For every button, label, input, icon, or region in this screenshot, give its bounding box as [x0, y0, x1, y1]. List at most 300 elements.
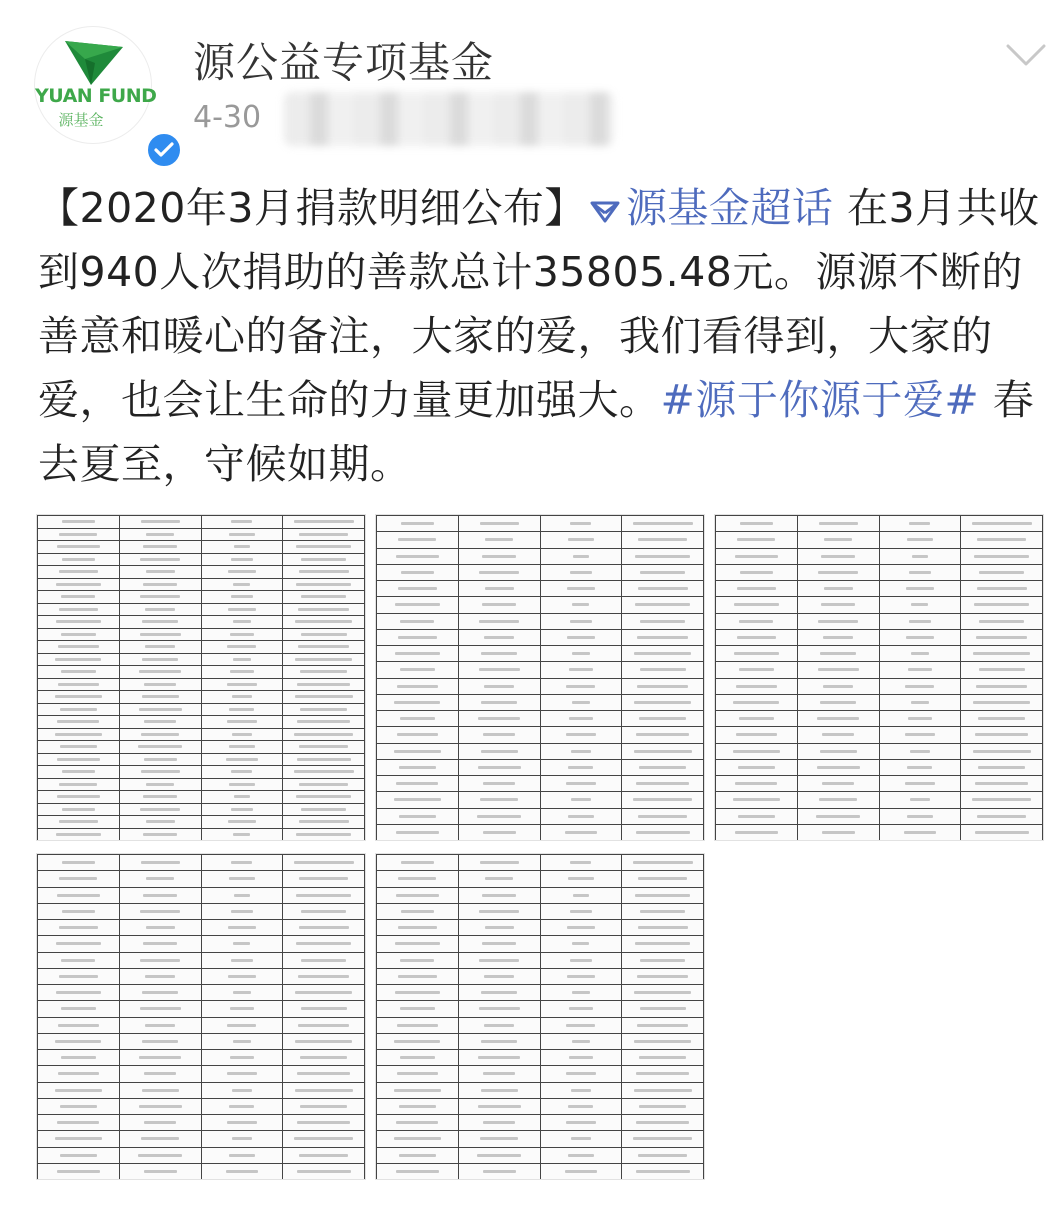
sheet-cell — [961, 532, 1043, 548]
sheet-cell — [458, 887, 540, 903]
cell-scribble — [231, 910, 253, 913]
sheet-cell — [622, 1082, 704, 1098]
sheet-cell — [540, 1131, 622, 1147]
sheet-cell — [622, 1147, 704, 1163]
cell-scribble — [978, 766, 1026, 769]
sheet-row — [38, 553, 365, 566]
sheet-cell — [377, 871, 459, 887]
cell-scribble — [637, 1024, 689, 1027]
cell-scribble — [485, 538, 513, 541]
sheet-cell — [201, 1131, 283, 1147]
sheet-cell — [283, 871, 365, 887]
sheet-cell — [119, 985, 201, 1001]
sheet-row — [377, 694, 704, 710]
sheet-cell — [622, 936, 704, 952]
cell-scribble — [144, 1121, 176, 1124]
cell-scribble — [230, 633, 253, 636]
cell-scribble — [57, 1170, 100, 1173]
sheet-row — [716, 564, 1043, 580]
cell-scribble — [60, 1105, 96, 1108]
cell-scribble — [58, 1072, 99, 1075]
cell-scribble — [227, 720, 258, 723]
sheet-cell — [377, 952, 459, 968]
sheet-cell — [716, 759, 798, 775]
cell-scribble — [633, 1137, 692, 1140]
cell-scribble — [61, 595, 95, 598]
cell-scribble — [978, 717, 1025, 720]
cell-scribble — [231, 595, 254, 598]
cell-scribble — [144, 1170, 177, 1173]
cell-scribble — [57, 545, 101, 548]
cell-scribble — [62, 558, 95, 561]
sheet-cell — [201, 603, 283, 616]
cell-scribble — [639, 717, 686, 720]
sheet-cell — [879, 581, 961, 597]
sheet-cell — [283, 603, 365, 616]
sheet-cell — [961, 678, 1043, 694]
sheet-row — [38, 1066, 365, 1082]
sheet-cell — [283, 591, 365, 604]
cell-scribble — [59, 926, 98, 929]
sheet-cell — [622, 727, 704, 743]
cell-scribble — [737, 538, 775, 541]
sheet-cell — [797, 564, 879, 580]
sheet-cell — [38, 641, 120, 654]
cell-scribble — [910, 798, 930, 801]
cell-scribble — [401, 571, 434, 574]
cell-scribble — [636, 782, 689, 785]
sheet-cell — [201, 716, 283, 729]
cell-scribble — [974, 555, 1029, 558]
sheet-row — [716, 776, 1043, 792]
sheet-cell — [377, 887, 459, 903]
cell-scribble — [59, 820, 98, 823]
sheet-cell — [716, 581, 798, 597]
sheet-row — [377, 776, 704, 792]
sheet-cell — [201, 591, 283, 604]
cell-scribble — [398, 877, 436, 880]
sheet-cell — [377, 808, 459, 824]
avatar[interactable] — [34, 26, 157, 144]
cell-scribble — [140, 910, 180, 913]
sheet-cell — [377, 920, 459, 936]
sheet-cell — [879, 662, 961, 678]
sheet-cell — [458, 646, 540, 662]
cell-scribble — [297, 1121, 350, 1124]
sheet-cell — [797, 662, 879, 678]
cell-scribble — [912, 555, 928, 558]
sheet-cell — [38, 968, 120, 984]
sheet-cell — [201, 616, 283, 629]
sheet-cell — [377, 597, 459, 613]
sheet-cell — [458, 808, 540, 824]
sheet-cell — [201, 516, 283, 529]
sheet-cell — [458, 548, 540, 564]
cell-scribble — [55, 1089, 102, 1092]
cell-scribble — [233, 658, 252, 661]
sheet-cell — [716, 743, 798, 759]
cell-scribble — [143, 583, 178, 586]
sheet-cell — [119, 566, 201, 579]
cell-scribble — [144, 758, 177, 761]
cell-scribble — [394, 750, 441, 753]
sheet-cell — [38, 871, 120, 887]
sheet-cell — [622, 776, 704, 792]
cell-scribble — [909, 522, 930, 525]
sheet-cell — [622, 1115, 704, 1131]
cell-scribble — [231, 770, 252, 773]
sheet-cell — [540, 1115, 622, 1131]
cell-scribble — [61, 633, 96, 636]
sheet-cell — [622, 1098, 704, 1114]
sheet-cell — [38, 791, 120, 804]
sheet-cell — [119, 516, 201, 529]
cell-scribble — [399, 766, 435, 769]
sheet-cell — [38, 753, 120, 766]
sheet-cell — [38, 516, 120, 529]
cell-scribble — [146, 783, 174, 786]
sheet-row — [716, 581, 1043, 597]
cell-scribble — [395, 603, 439, 606]
sheet-cell — [458, 629, 540, 645]
cell-scribble — [572, 603, 589, 606]
post-text — [38, 176, 1050, 496]
cell-scribble — [977, 538, 1026, 541]
sheet-cell — [716, 808, 798, 824]
account-name[interactable]: 源公益专项基金 — [193, 38, 495, 87]
photo-1[interactable] — [36, 514, 366, 841]
cell-scribble — [634, 750, 692, 753]
sheet-cell — [622, 711, 704, 727]
cell-scribble — [298, 608, 349, 611]
sheet-cell — [879, 564, 961, 580]
cell-scribble — [640, 959, 685, 962]
sheet-cell — [458, 597, 540, 613]
sheet-cell — [622, 548, 704, 564]
cell-scribble — [397, 685, 437, 688]
cell-scribble — [301, 558, 345, 561]
sheet-cell — [540, 776, 622, 792]
sheet-cell — [879, 597, 961, 613]
sheet-cell — [797, 678, 879, 694]
cell-scribble — [294, 770, 354, 773]
cell-scribble — [55, 658, 101, 661]
sheet-cell — [540, 1017, 622, 1033]
sheet-cell — [377, 759, 459, 775]
sheet-cell — [38, 1017, 120, 1033]
photo-4[interactable] — [36, 853, 366, 1180]
sheet-cell — [622, 613, 704, 629]
cell-scribble — [141, 733, 179, 736]
cell-scribble — [230, 670, 254, 673]
sheet-row — [716, 662, 1043, 678]
sheet-cell — [622, 759, 704, 775]
cell-scribble — [396, 782, 438, 785]
sheet-row — [377, 1066, 704, 1082]
cell-scribble — [398, 636, 438, 639]
sheet-row — [377, 871, 704, 887]
cell-scribble — [819, 798, 857, 801]
sheet-cell — [540, 629, 622, 645]
cell-scribble — [232, 1089, 251, 1092]
blurred-source-info — [284, 92, 614, 146]
sheet-cell — [283, 855, 365, 871]
sheet-cell — [119, 855, 201, 871]
sheet-cell — [458, 1017, 540, 1033]
sheet-cell — [38, 578, 120, 591]
sheet-cell — [540, 711, 622, 727]
sheet-cell — [540, 1066, 622, 1082]
sheet-cell — [119, 778, 201, 791]
cell-scribble — [59, 533, 97, 536]
cell-scribble — [145, 608, 175, 611]
sheet-cell — [201, 778, 283, 791]
cell-scribble — [572, 1040, 591, 1043]
cell-scribble — [817, 717, 859, 720]
sheet-cell — [377, 711, 459, 727]
sheet-cell — [38, 920, 120, 936]
sheet-cell — [283, 566, 365, 579]
sheet-cell — [961, 808, 1043, 824]
cell-scribble — [297, 1072, 349, 1075]
sheet-cell — [622, 678, 704, 694]
sheet-cell — [458, 968, 540, 984]
cell-scribble — [634, 652, 691, 655]
sheet-row — [38, 653, 365, 666]
cell-scribble — [140, 558, 180, 561]
cell-scribble — [482, 942, 517, 945]
sheet-cell — [119, 541, 201, 554]
cell-scribble — [738, 815, 775, 818]
cell-scribble — [397, 1072, 438, 1075]
hashtag-link[interactable]: #源于你源于爱# — [660, 376, 980, 424]
sheet-cell — [377, 678, 459, 694]
cell-scribble — [146, 820, 175, 823]
chevron-down-icon[interactable] — [1004, 40, 1048, 70]
cell-scribble — [138, 745, 182, 748]
sheet-cell — [622, 920, 704, 936]
cell-scribble — [823, 685, 854, 688]
post-text-part3: 春去夏至，守候如期。 — [38, 376, 1035, 488]
cell-scribble — [144, 683, 175, 686]
cell-scribble — [296, 545, 351, 548]
cell-scribble — [638, 815, 686, 818]
sheet-cell — [458, 936, 540, 952]
cell-scribble — [300, 708, 348, 711]
sheet-row — [377, 1082, 704, 1098]
cell-scribble — [143, 545, 177, 548]
cell-scribble — [226, 758, 257, 761]
sheet-row — [38, 1082, 365, 1098]
cell-scribble — [481, 652, 517, 655]
cell-scribble — [639, 766, 687, 769]
sheet-row — [38, 903, 365, 919]
cell-scribble — [479, 959, 519, 962]
sheet-cell — [119, 666, 201, 679]
cell-scribble — [298, 1024, 350, 1027]
cell-scribble — [296, 894, 351, 897]
cell-scribble — [57, 894, 101, 897]
cell-scribble — [479, 1007, 520, 1010]
cell-scribble — [231, 808, 253, 811]
cell-scribble — [972, 798, 1031, 801]
sheet-cell — [119, 641, 201, 654]
sheet-cell — [458, 516, 540, 532]
cell-scribble — [143, 942, 178, 945]
cell-scribble — [568, 1105, 593, 1108]
cell-scribble — [395, 942, 439, 945]
cell-scribble — [737, 636, 777, 639]
cell-scribble — [485, 926, 514, 929]
verified-icon — [145, 131, 183, 169]
sheet-cell — [797, 694, 879, 710]
cell-scribble — [299, 877, 348, 880]
photo-5[interactable] — [375, 853, 705, 1180]
sheet-cell — [201, 1050, 283, 1066]
sheet-cell — [377, 792, 459, 808]
sheet-cell — [119, 691, 201, 704]
cell-scribble — [481, 750, 518, 753]
sheet-row — [38, 741, 365, 754]
sheet-cell — [458, 824, 540, 840]
sheet-row — [38, 816, 365, 829]
cell-scribble — [397, 733, 438, 736]
cell-scribble — [979, 620, 1024, 623]
cell-scribble — [231, 558, 253, 561]
cell-scribble — [300, 1105, 348, 1108]
sheet-row — [38, 855, 365, 871]
sheet-cell — [622, 564, 704, 580]
cell-scribble — [143, 894, 177, 897]
sheet-cell — [38, 528, 120, 541]
sheet-cell — [119, 628, 201, 641]
sheet-cell — [716, 548, 798, 564]
sheet-cell — [622, 1050, 704, 1066]
sheet-cell — [797, 776, 879, 792]
cell-scribble — [57, 1121, 99, 1124]
cell-scribble — [140, 633, 181, 636]
cell-scribble — [229, 708, 254, 711]
cell-scribble — [298, 975, 349, 978]
sheet-row — [716, 613, 1043, 629]
sheet-cell — [622, 968, 704, 984]
sheet-cell — [38, 603, 120, 616]
sheet-row — [377, 727, 704, 743]
photo-2[interactable] — [375, 514, 705, 841]
sheet-cell — [377, 1001, 459, 1017]
cell-scribble — [478, 1056, 520, 1059]
cell-scribble — [296, 795, 351, 798]
cell-scribble — [905, 733, 935, 736]
cell-scribble — [479, 910, 519, 913]
sheet-cell — [119, 678, 201, 691]
cell-scribble — [61, 1007, 96, 1010]
sheet-cell — [201, 855, 283, 871]
post-date: 4-30 — [193, 100, 262, 135]
cell-scribble — [637, 685, 689, 688]
cell-scribble — [739, 620, 773, 623]
sheet-cell — [283, 728, 365, 741]
sheet-cell — [201, 791, 283, 804]
sheet-cell — [119, 1115, 201, 1131]
sheet-cell — [540, 1050, 622, 1066]
sheet-cell — [119, 703, 201, 716]
cell-scribble — [483, 782, 515, 785]
cell-scribble — [233, 942, 250, 945]
sheet-cell — [201, 691, 283, 704]
sheet-cell — [119, 1001, 201, 1017]
cell-scribble — [398, 975, 438, 978]
cell-scribble — [299, 533, 348, 536]
sheet-cell — [622, 1066, 704, 1082]
cell-scribble — [295, 658, 352, 661]
cell-scribble — [640, 620, 685, 623]
cell-scribble — [60, 1154, 97, 1157]
cell-scribble — [300, 1056, 347, 1059]
sheet-cell — [377, 985, 459, 1001]
sheet-cell — [201, 968, 283, 984]
sheet-cell — [38, 566, 120, 579]
sheet-cell — [201, 1017, 283, 1033]
sheet-cell — [201, 1147, 283, 1163]
sheet-cell — [458, 1098, 540, 1114]
cell-scribble — [477, 815, 521, 818]
cell-scribble — [977, 815, 1025, 818]
supertopic-link[interactable] — [586, 184, 834, 232]
photo-table — [376, 515, 704, 841]
sheet-row — [377, 968, 704, 984]
cell-scribble — [396, 894, 440, 897]
cell-scribble — [229, 783, 256, 786]
cell-scribble — [227, 683, 257, 686]
sheet-row — [38, 985, 365, 1001]
sheet-row — [38, 1017, 365, 1033]
sheet-row — [38, 616, 365, 629]
sheet-cell — [961, 516, 1043, 532]
sheet-cell — [458, 871, 540, 887]
sheet-cell — [540, 1098, 622, 1114]
photo-3[interactable] — [714, 514, 1044, 841]
cell-scribble — [227, 1121, 258, 1124]
cell-scribble — [567, 636, 595, 639]
sheet-row — [38, 703, 365, 716]
sheet-cell — [201, 1115, 283, 1131]
cell-scribble — [567, 926, 594, 929]
cell-scribble — [566, 1121, 597, 1124]
cell-scribble — [822, 782, 854, 785]
sheet-cell — [879, 776, 961, 792]
cell-scribble — [396, 555, 440, 558]
sheet-cell — [38, 903, 120, 919]
cell-scribble — [819, 522, 858, 525]
cell-scribble — [740, 571, 773, 574]
photo-table — [715, 515, 1043, 841]
sheet-cell — [622, 855, 704, 871]
cell-scribble — [569, 1056, 593, 1059]
cell-scribble — [146, 926, 175, 929]
sheet-row — [38, 1131, 365, 1147]
sheet-cell — [38, 691, 120, 704]
cell-scribble — [295, 991, 352, 994]
cell-scribble — [144, 720, 176, 723]
paper-plane-logo — [65, 41, 123, 85]
photo-table — [37, 515, 365, 841]
cell-scribble — [908, 668, 931, 671]
sheet-cell — [119, 578, 201, 591]
sheet-cell — [201, 1001, 283, 1017]
cell-scribble — [911, 603, 928, 606]
cell-scribble — [633, 522, 693, 525]
